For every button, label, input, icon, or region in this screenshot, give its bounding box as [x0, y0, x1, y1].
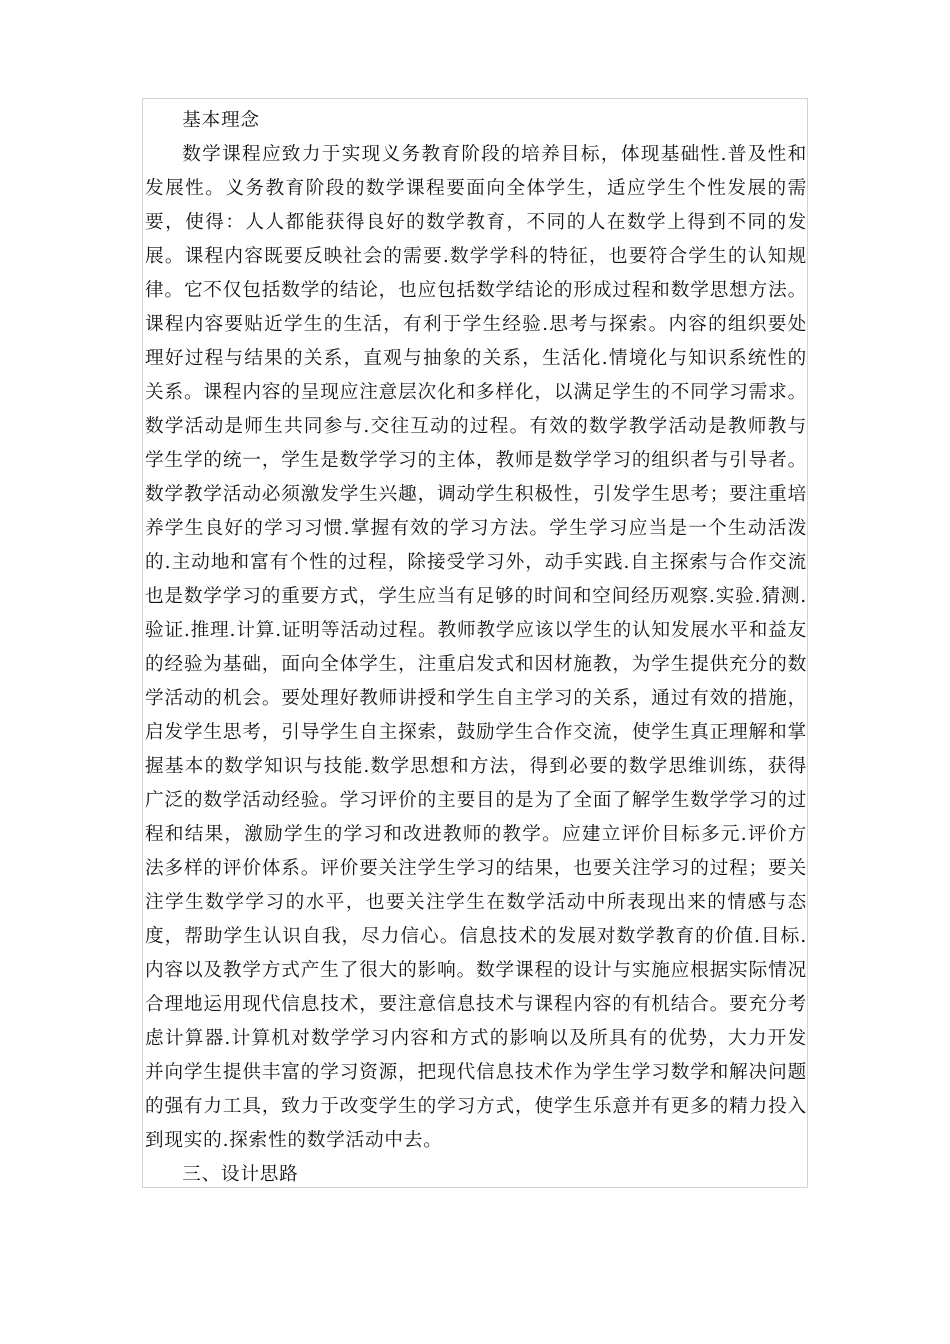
document-content: [145, 104, 807, 1192]
next-section-heading: 三、设计思路: [182, 1164, 299, 1185]
section-heading: 基本理念: [182, 110, 260, 131]
body-paragraph: 数学课程应致力于实现义务教育阶段的培养目标，体现基础性.普及性和发展性。义务教育阶段的数学课程要面向全体学生，适应学生个性发展的需要，使得：人人都能获得良好的数学教育，不同的人在数学上得到不同的发展。课程内容既要反映社会的需要.数学学科的特征，也要符合学生的认知规律。它不仅包括数学的结论，也应包括数学结论的形成过程和数学思想方法。课程内容要贴近学生的生活，有利于学生经验.思考与探索。内容的组织要处理好过程与结果的关系，直观与抽象的关系，生活化.情境化与知识系统性的关系。课程内容的呈现应注意层次化和多样化，以满足学生的不同学习需求。数学活动是师生共同参与.交往互动的过程。有效的数学教学活动是教师教与学生学的统一，学生是数学学习的主体，教师是数学学习的组织者与引导者。数学教学活动必须激发学生兴趣，调动学生积极性，引发学生思考；要注重培养学生良好的学习习惯.掌握有效的学习方法。学生学习应当是一个生动活泼的.主动地和富有个性的过程，除接受学习外，动手实践.自主探索与合作交流也是数学学习的重要方式，学生应当有足够的时间和空间经历观察.实验.猜测.验证.推理.计算.证明等活动过程。教师教学应该以学生的认知发展水平和益友的经验为基础，面向全体学生，注重启发式和因材施教，为学生提供充分的数学活动的机会。要处理好教师讲授和学生自主学习的关系，通过有效的措施，启发学生思考，引导学生自主探索，鼓励学生合作交流，使学生真正理解和掌握基本的数学知识与技能.数学思想和方法，得到必要的数学思维训练，获得广泛的数学活动经验。学习评价的主要目的是为了全面了解学生数学学习的过程和结果，激励学生的学习和改进教师的教学。应建立评价目标多元.评价方法多样的评价体系。评价要关注学生学习的结果，也要关注学习的过程；要关注学生数学学习的水平，也要关注学生在数学活动中所表现出来的情感与态度，帮助学生认识自我，尽力信心。信息技术的发展对数学教育的价值.目标.内容以及教学方式产生了很大的影响。数学课程的设计与实施应根据实际情况合理地运用现代信息技术，要注意信息技术与课程内容的有机结合。要充分考虑计算器.计算机对数学学习内容和方式的影响以及所具有的优势，大力开发并向学生提供丰富的学习资源，把现代信息技术作为学生学习数学和解决问题的强有力工具，致力于改变学生的学习方式，使学生乐意并有更多的精力投入到现实的.探索性的数学活动中去。: [145, 144, 807, 1151]
